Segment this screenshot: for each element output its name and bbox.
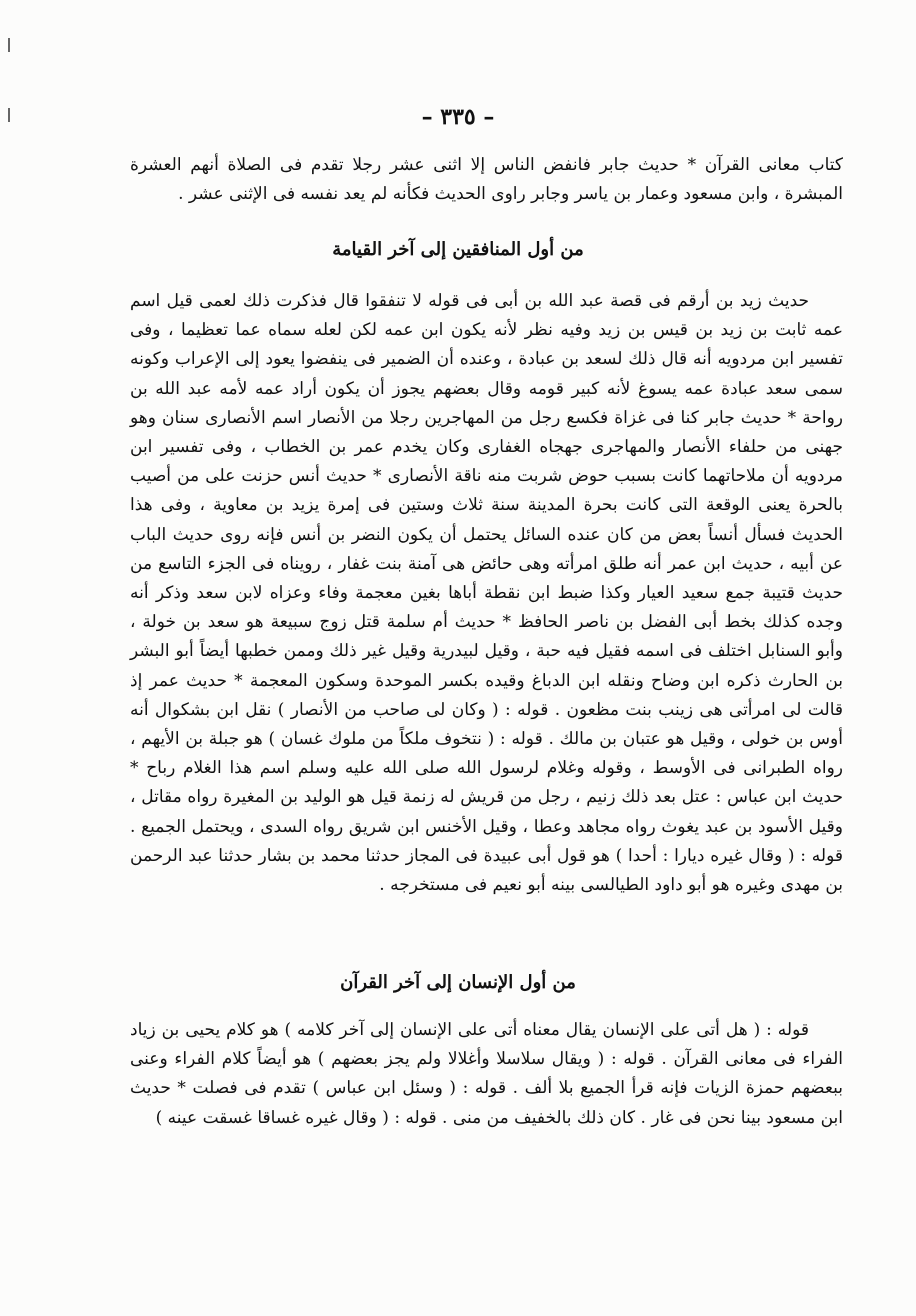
section-body-hypocrites <box>130 287 843 900</box>
intro-paragraph-block <box>130 151 843 209</box>
section-paragraph: قوله : ( هل أتى على الإنسان يقال معناه أتى على الإنسان إلى آخر كلامه ) هو كلام يحيى بن زياد الفراء فى معانى القرآن . قوله : ( ويقال سلاسلا وأغلالا ولم يجز بعضهم ) هو أيضاً كلام الفراء وعنى ببعضهم حمزة الزيات فإنه قرأ الجميع بلا ألف . قوله : ( وسئل ابن عباس ) تقدم فى فصلت * حديث ابن مسعود بينا نحن فى غار . كان ذلك بالخفيف من منى . قوله : ( وقال غيره غساقا غسقت عينه ) <box>130 1020 843 1128</box>
page-number: – ٣٣٥ – <box>421 104 495 130</box>
section-heading-insan: من أول الإنسان إلى آخر القرآن <box>340 972 576 993</box>
section-heading-hypocrites: من أول المنافقين إلى آخر القيامة <box>332 239 584 260</box>
intro-paragraph: كتاب معانى القرآن * حديث جابر فانفض الناس إلا اثنى عشر رجلا تقدم فى الصلاة أنهم العشرة المبشرة ، وابن مسعود وعمار بن ياسر وجابر راوى الحديث فكأنه لم يعد نفسه فى الإثنى عشر . <box>130 155 843 205</box>
scan-edge-mark <box>8 38 10 52</box>
section-paragraph: حديث زيد بن أرقم فى قصة عبد الله بن أبى فى قوله لا تنفقوا قال فذكرت ذلك لعمى قيل اسم عمه ثابت بن زيد بن قيس بن زيد وفيه نظر لأنه يكون ابن عمه لكن لعله سماه عما تعظيما ، وفى تفسير ابن مردويه أنه قال ذلك لسعد بن عبادة ، وعنده أن الضمير فى ينفضوا يعود إلى الإعراب وكونه سمى سعد عبادة عمه يسوغ لأنه كبير قومه وقال بعضهم يجوز أن يكون أراد عمه لأمه عبد الله بن رواحة * حديث جابر كنا فى غزاة فكسع رجل من المهاجرين رجلا من الأنصار اسم الأنصارى سنان وهو جهنى من حلفاء الأنصار والمهاجرى جهجاه الغفارى وكان يخدم عمر بن الخطاب ، وفى تفسير ابن مردويه أن ملاحاتهما كانت بسبب حوض شربت منه ناقة الأنصارى * حديث أنس حزنت على من أصيب بالحرة يعنى الوقعة التى كانت بحرة المدينة سنة ثلاث وستين فى إمرة يزيد بن معاوية ، وفى هذا الحديث فسأل أنساً بعض من كان عنده السائل يحتمل أن يكون النضر بن أنس فإنه روى حديث الباب عن أبيه ، حديث ابن عمر أنه طلق امرأته وهى حائض هى آمنة بنت غفار ، رويناه فى الجزء التاسع من حديث قتيبة جمع سعيد العيار وكذا ضبط ابن نقطة أباها بغين معجمة وفاء وعزاه لابن سعد وذكر أنه وجده كذلك بخط أبى الفضل بن ناصر الحافظ * حديث أم سلمة قتل زوج سبيعة هو سعد بن خولة ، وأبو السنابل اختلف فى اسمه فقيل فيه حبة ، وقيل لبيدرية وقيل غير ذلك وممن خطبها أيضاً أبو البشر بن الحارث ذكره ابن وضاح ونقله ابن الدباغ وقيده بكسر الموحدة وسكون المعجمة * حديث عمر إذ قالت لى امرأتى هى زينب بنت مظعون . قوله : ( وكان لى صاحب من الأنصار ) نقل ابن بشكوال أنه أوس بن خولى ، وقيل هو عتبان بن مالك . قوله : ( نتخوف ملكاً من ملوك غسان ) هو جبلة بن الأيهم ، رواه الطبرانى فى الأوسط ، وقوله وغلام لرسول الله صلى الله عليه وسلم اسم هذا الغلام رباح * حديث ابن عباس : عتل بعد ذلك زنيم ، رجل من قريش له زنمة قيل هو الوليد بن المغيرة رواه مقاتل ، وقيل الأسود بن عبد يغوث رواه مجاهد وعطا ، وقيل الأخنس ابن شريق رواه السدى ، ويحتمل الجميع . قوله : ( وقال غيره ديارا : أحدا ) هو قول أبى عبيدة فى المجاز حدثنا محمد بن بشار حدثنا عبد الرحمن بن مهدى وغيره هو أبو داود الطيالسى بينه أبو نعيم فى مستخرجه . <box>130 291 844 896</box>
section-body-insan <box>130 1016 843 1133</box>
